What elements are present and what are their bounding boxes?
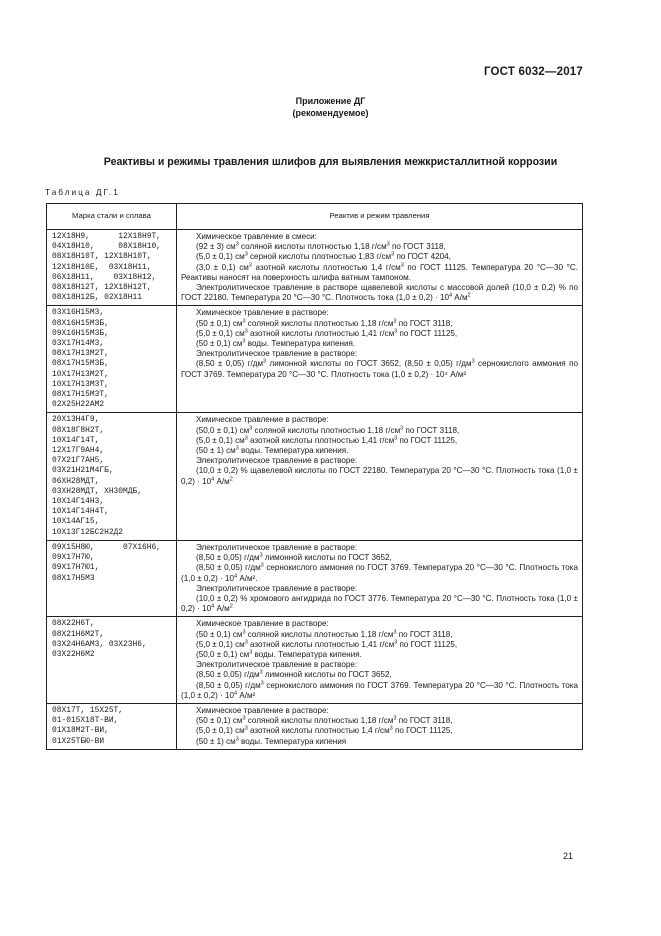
superscript: 3 [235,445,239,452]
steel-grade-line: 08Х17Т, 15Х25Т, [52,705,124,715]
reagent-line [181,670,578,680]
superscript: 3 [242,317,246,324]
steel-grade-line: 08Х17Н15М3Б, [52,359,109,369]
reagent-cell [177,617,583,704]
steel-grade-line: 04Х18Н10, 08Х18Н10, [52,242,161,252]
appendix-subtitle: (рекомендуемое) [292,108,369,118]
table-row [47,617,583,704]
reagent-text: воды. Температура кипения. [238,446,349,456]
superscript: 3 [394,639,398,646]
reagent-text: Электролитическое травление в растворе: [196,542,358,552]
superscript: 3 [244,639,248,646]
steel-grade-line: 08Х17Н5М3 [52,573,95,583]
table-row [47,413,583,540]
steel-grade-line: 20Х13Н4Г9, [52,415,100,425]
reagent-text: сернокислого аммония по ГОСТ 3769. Температура 20 °С—30 °С. Плотность тока (1,0 ± 0,2) · 10 [181,680,578,700]
reagent-text: А/м [214,604,230,614]
reagent-text: азотной кислоты плотностью 1,4 г/см [251,262,401,272]
reagent-text: лимонной кислоты по ГОСТ 3652, [262,553,392,563]
reagent-line [181,726,578,736]
reagent-text: (50 ± 1) см [196,736,236,746]
steel-grade-line: 09Х17Н7Ю1, [52,563,100,573]
reagent-text: по ГОСТ 11125, [392,726,453,736]
reagent-text: серной кислоты плотностью 1,83 г/см [247,252,392,262]
steel-grades-cell [47,703,177,749]
superscript: 3 [386,241,390,248]
superscript: 2 [229,475,233,482]
steel-grade-line: 12Х18Н9, 12Х18Н9Т, [52,232,161,241]
steel-grade-line: 01Х25ТБЮ-ВИ [52,736,105,746]
reagent-text: (8,50 ± 0,05) г/дм [196,680,261,690]
reagent-cell [177,230,583,306]
standard-designation: ГОСТ 6032—2017 [483,66,583,78]
steel-grade-line: 08Х17Н15М3Т, [52,390,109,400]
steel-grade-line: 03Х24Н6АМ3, 03Х23Н6, [52,639,147,649]
reagent-line [181,242,578,252]
reagent-text: Электролитическое травление в растворе: [196,660,358,670]
superscript: 4 [449,292,453,299]
reagent-text: (50 ± 0,1) см [196,716,243,726]
superscript: 3 [400,424,404,431]
reagent-text: (8,50 ± 0,05) г/дм [196,553,260,563]
steel-grades-cell [47,617,177,704]
reagent-text: (8,50 ± 0,05) г/дм [196,670,260,680]
superscript: 3 [389,725,393,732]
reagent-text: соляной кислоты плотностью 1,18 г/см [238,242,387,252]
reagent-text: (10,0 ± 0,2) % хромового ангидрида по ГОСТ 3776. Температура 20 °С—30 °С. Плотность тока (1,0 ± 0,2) · 10 [181,593,578,614]
steel-grade-line: 03Х21Н21М4ГБ, [52,466,114,476]
reagent-text: воды. Температура кипения. [252,649,362,659]
steel-grade-line: 10Х14Г14Н3, [52,497,105,507]
table-body [47,230,583,750]
steel-grade-line: 03Х17Н14М3, [52,339,105,349]
steel-grades-cell [47,540,177,616]
superscript: 3 [260,562,264,569]
steel-grade-line: 07Х21Г7АН5, [52,456,105,466]
reagent-text: азотной кислоты плотностью 1,41 г/см [247,435,395,445]
superscript: 3 [235,241,239,248]
reagent-text: (5,0 ± 0,1) см [196,252,245,262]
reagent-text: (50 ± 0,1) см [196,629,243,639]
superscript: 3 [393,317,397,324]
reagent-text: по ГОСТ 3118, [396,716,453,726]
page-heading: Реактивы и режимы травления шлифов для выявления межкристаллитной коррозии [103,156,558,168]
reagent-cell [177,540,583,616]
column-header-steel: Марка стали и сплава [47,204,177,230]
page-number: 21 [562,851,573,861]
steel-grade-line: 08Х22Н6Т, [52,619,95,629]
superscript: 3 [393,715,397,722]
reagent-line [181,563,578,583]
steel-grade-line: 01-015Х18Т-ВИ, [52,716,119,726]
superscript: 3 [249,649,253,656]
steel-grade-line: 06ХН28МДТ, [52,476,100,486]
reagent-line [181,681,578,701]
superscript: 3 [259,669,263,676]
reagent-cell [177,306,583,413]
reagent-line [181,456,578,466]
superscript: 3 [400,261,404,268]
reagent-text: (5,0 ± 0,1) см [196,639,245,649]
superscript: 4 [211,603,215,610]
superscript: 3 [242,338,246,345]
steel-grade-line: 10Х17Н13М3Т, [52,379,109,389]
reagent-line [181,436,578,446]
reagent-text: азотной кислоты плотностью 1,41 г/см [247,639,395,649]
reagent-text: по ГОСТ 11125. Температура 20 °С—30 °С. Реактивы наносят на поверхность шлифа ватным тампоном. [181,262,578,282]
steel-grade-line: 10Х14Г14Т, [52,435,100,445]
reagent-line [181,630,578,640]
appendix-title: Приложение ДГ [295,96,366,106]
reagent-line [181,466,578,486]
reagent-text: Электролитическое травление в растворе: [196,583,358,593]
reagent-line [181,706,578,716]
reagent-text: по ГОСТ 3118, [389,242,446,252]
superscript: 3 [263,358,267,365]
reagent-text: Химическое травление в растворе: [196,619,329,629]
superscript: 3 [248,261,252,268]
steel-grades-cell [47,306,177,413]
reagent-text: Химическое травление в растворе: [196,705,329,715]
reagent-cell [177,703,583,749]
table-row [47,703,583,749]
steel-grade-line: 08Х18Н12Б, 02Х18Н11 [52,293,142,303]
table-caption: Таблица ДГ.1 [45,187,120,197]
reagent-text: (8,50 ± 0,05) г/дм [196,359,264,369]
reagent-text: соляной кислоты плотностью 1,18 г/см [252,425,401,435]
reagent-line [181,252,578,262]
reagent-cell [177,413,583,540]
steel-grade-line: 10Х13Г12БС2Н2Д2 [52,527,124,537]
superscript: 3 [394,435,398,442]
reagent-text: (5,0 ± 0,1) см [196,726,245,736]
reagent-text: соляной кислоты плотностью 1,18 г/см [245,716,394,726]
reagent-text: (5,0 ± 0,1) см [196,328,245,338]
reagent-line [181,329,578,339]
steel-grade-line: 08Х21Н6М2Т, [52,629,105,639]
reagent-text: (8,50 ± 0,05) г/дм [196,563,261,573]
steel-grade-line: 08Х16Н15М3Б, [52,318,109,328]
reagent-text: Химическое травление в смеси: [196,232,317,241]
steel-grade-line: 12Х17Г9АН4, [52,446,105,456]
superscript: 3 [244,328,248,335]
reagent-text: (3,0 ± 0,1) см [196,262,249,272]
superscript: 2 [467,292,471,299]
reagent-text: А/м [214,476,230,486]
reagent-line [181,308,578,318]
steel-grade-line: 09Х17Н7Ю, [52,553,95,563]
reagents-table [46,203,583,750]
reagent-text: воды. Температура кипения. [245,339,356,349]
superscript: 3 [235,735,239,742]
superscript: 3 [244,251,248,258]
superscript: 3 [471,358,475,365]
steel-grade-line: 09Х16Н15М3Б, [52,328,109,338]
steel-grade-line: 03Х22Н6М2 [52,649,95,659]
reagent-text: по ГОСТ 3118, [396,318,453,328]
steel-grade-line: 03ХН28МДТ, ХН30МДБ, [52,486,142,496]
reagent-line [181,415,578,425]
superscript: 3 [249,424,253,431]
superscript: 2 [229,603,233,610]
reagent-text: Электролитическое травление в растворе: [196,456,358,466]
reagent-line [181,619,578,629]
steel-grade-line: 08Х18Г8Н2Т, [52,425,105,435]
superscript: 3 [260,679,264,686]
reagent-line [181,543,578,553]
reagent-line [181,594,578,614]
reagent-text: по ГОСТ 11125, [397,328,458,338]
reagent-text: (50,0 ± 0,1) см [196,649,250,659]
reagent-line [181,446,578,456]
steel-grade-line: 06Х18Н11, 03Х18Н12, [52,272,157,282]
table-row [47,540,583,616]
reagent-text: Химическое травление в растворе: [196,415,329,425]
reagent-text: азотной кислоты плотностью 1,4 г/см [247,726,390,736]
reagent-text: (50 ± 1) см [196,446,236,456]
reagent-line [181,339,578,349]
reagent-line [181,359,578,379]
steel-grade-line: 10Х14АГ15, [52,517,100,527]
steel-grade-line: 08Х18Н10Т, 12Х18Н10Т, [52,252,152,262]
reagent-line [181,737,578,747]
reagent-line [181,349,578,359]
table-row [47,230,583,306]
steel-grade-line: 01Х18М2Т-ВИ, [52,726,109,736]
reagent-text: по ГОСТ 4204, [394,252,451,262]
steel-grade-line: 08Х18Н12Т, 12Х18Н12Т, [52,283,152,293]
superscript: 3 [394,328,398,335]
superscript: 3 [393,628,397,635]
reagent-line [181,584,578,594]
reagent-text: (50,0 ± 0,1) см [196,425,250,435]
reagent-text: соляной кислоты плотностью 1,18 г/см [245,629,394,639]
table-row [47,306,583,413]
reagent-line [181,660,578,670]
reagent-line [181,640,578,650]
reagent-text: А/м² [237,690,256,700]
reagent-line [181,283,578,303]
reagent-line [181,426,578,436]
reagent-text: по ГОСТ 11125, [397,639,458,649]
reagent-text: А/м [452,293,468,303]
reagent-text: сернокислого аммония по ГОСТ 3769. Температура 20 °С—30 °С. Плотность тока (1,0 ± 0,2) · 10⁴ А/м² [181,359,578,379]
reagent-text: Химическое травление в растворе: [196,308,329,318]
reagent-text: (92 ± 3) см [196,242,236,252]
reagent-line [181,319,578,329]
reagent-text: по ГОСТ 3118, [403,425,460,435]
reagent-text: азотной кислоты плотностью 1,41 г/см [247,328,395,338]
steel-grade-line: 12Х18Н10Е, 03Х18Н11, [52,262,152,272]
superscript: 3 [242,628,246,635]
superscript: 4 [234,690,238,697]
reagent-text: по ГОСТ 11125, [397,435,458,445]
steel-grade-line: 02Х25Н22АМ2 [52,400,105,410]
steel-grade-line: 03Х16Н15М3, [52,308,105,318]
reagent-line [181,263,578,283]
steel-grade-line: 09Х15Н8Ю, 07Х16Н6, [52,542,161,552]
reagent-line [181,716,578,726]
reagent-text: (50 ± 0,1) см [196,318,243,328]
reagent-text: сернокислого аммония по ГОСТ 3769. Температура 20 °С—30 °С. Плотность тока (1,0 ± 0,2) · 10 [181,563,578,583]
reagent-line [181,232,578,242]
superscript: 3 [244,435,248,442]
reagent-text: А/м². [237,573,258,583]
steel-grades-cell [47,230,177,306]
table-header-row [47,204,583,230]
superscript: 4 [234,572,238,579]
reagent-text: Электролитическое травление в растворе щавелевой кислоты с массовой долей (10,0 ± 0,2) % по ГОСТ 22180. Температура 20 °С—30 °С. Плотность тока (1,0 ± 0,2) · 10 [181,283,578,303]
steel-grade-line: 10Х14Г14Н4Т, [52,507,109,517]
column-header-reagent: Реактив и режим травления [177,204,583,230]
reagent-text: (5,0 ± 0,1) см [196,435,245,445]
superscript: 3 [244,725,248,732]
superscript: 4 [211,475,215,482]
superscript: 3 [259,552,263,559]
reagent-text: лимонной кислоты по ГОСТ 3652, (8,50 ± 0,05) г/дм [266,359,472,369]
reagent-text: соляной кислоты плотностью 1,18 г/см [245,318,394,328]
reagent-line [181,650,578,660]
steel-grade-line: 08Х17Н13М2Т, [52,349,109,359]
reagent-text: (10,0 ± 0,2) % щавелевой кислоты по ГОСТ 22180. Температура 20 °С—30 °С. Плотность тока (1,0 ± 0,2) · 10 [181,466,578,486]
reagent-text: лимонной кислоты по ГОСТ 3652, [262,670,392,680]
reagent-text: по ГОСТ 3118, [396,629,453,639]
reagent-line [181,553,578,563]
superscript: 3 [242,715,246,722]
steel-grades-cell [47,413,177,540]
steel-grade-line: 10Х17Н13М2Т, [52,369,109,379]
reagent-text: Электролитическое травление в растворе: [196,349,358,359]
reagent-text: (50 ± 0,1) см [196,339,243,349]
superscript: 3 [391,251,395,258]
reagent-text: воды. Температура кипения [238,736,347,746]
